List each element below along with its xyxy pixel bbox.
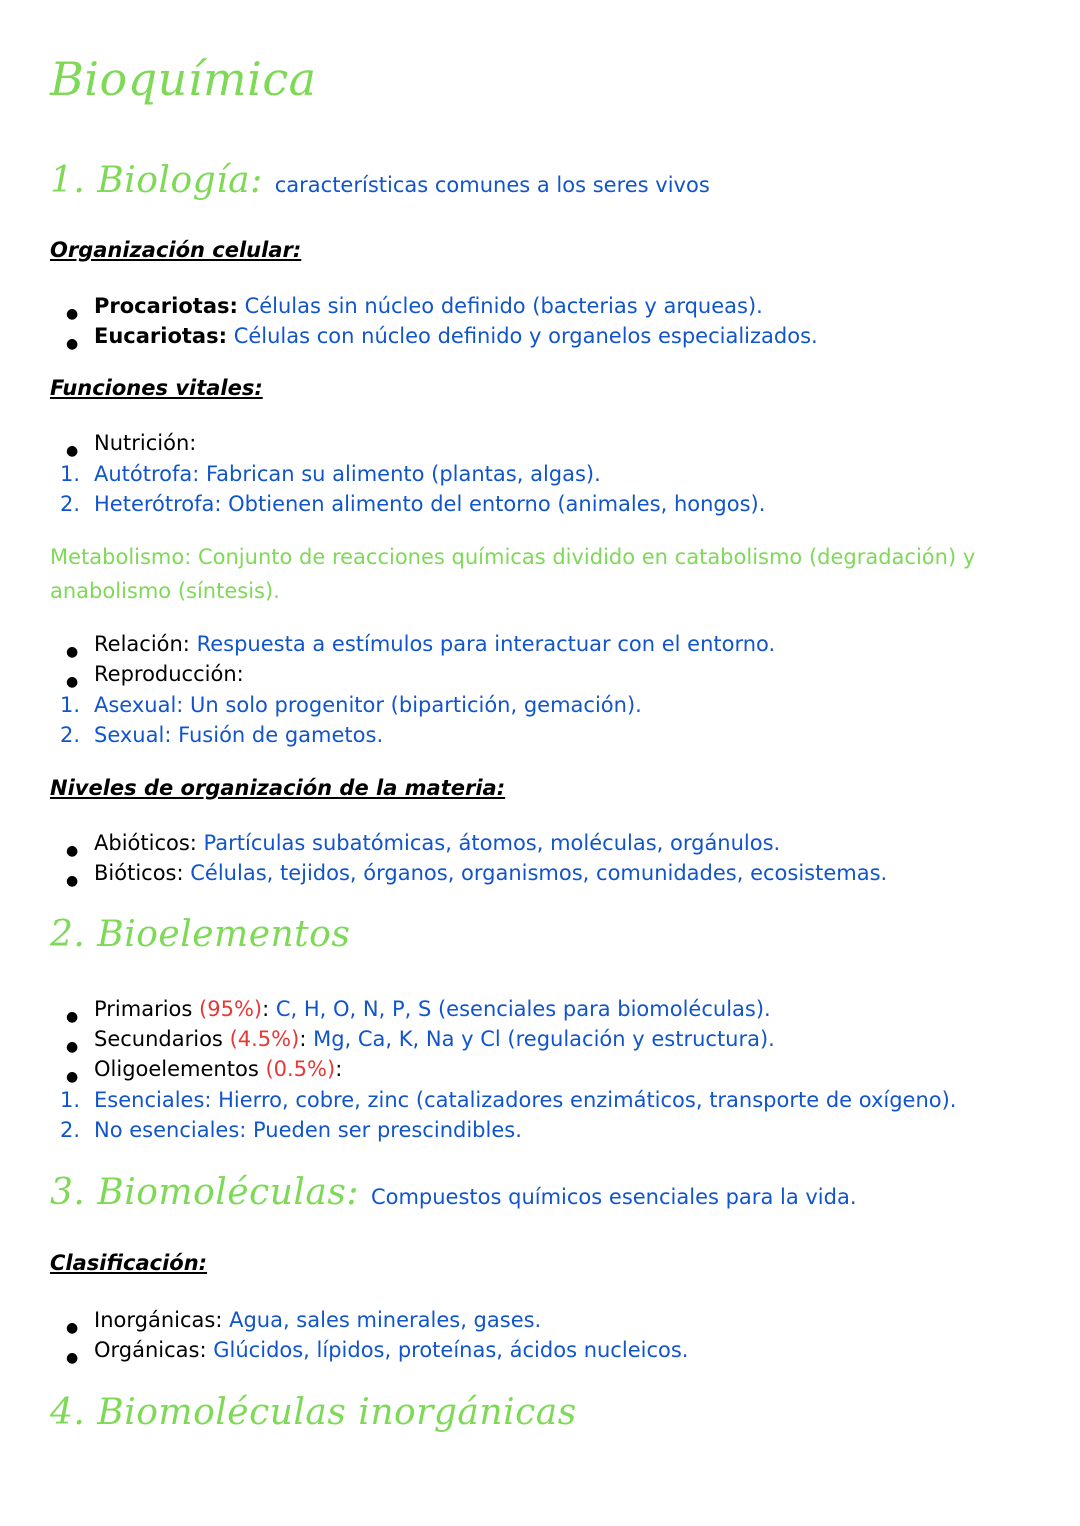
relacion-label: Relación: xyxy=(94,632,190,656)
colon: : xyxy=(262,997,270,1021)
no-esenciales-text: No esenciales: Pueden ser prescindibles. xyxy=(94,1118,522,1142)
procariotas-text: Células sin núcleo definido (bacterias y arqueas). xyxy=(244,294,763,318)
clasificacion-heading: Clasificación: xyxy=(50,1251,208,1275)
primarios-percent: (95%) xyxy=(199,997,263,1021)
procariotas-label: Procariotas: xyxy=(94,294,238,318)
inorganicas-label: Inorgánicas: xyxy=(94,1308,223,1332)
list-item-autotrofa xyxy=(50,459,601,489)
heterotrofa-text: Heterótrofa: Obtienen alimento del entorno (animales, hongos). xyxy=(94,492,766,516)
funciones-vitales-heading: Funciones vitales: xyxy=(50,376,263,400)
list-number: 1. xyxy=(60,693,81,717)
eucariotas-label: Eucariotas: xyxy=(94,324,228,348)
secundarios-text: Mg, Ca, K, Na y Cl (regulación y estructura). xyxy=(313,1027,775,1051)
oligo-percent: (0.5%) xyxy=(265,1057,336,1081)
list-number: 1. xyxy=(60,1088,81,1112)
sexual-text: Sexual: Fusión de gametos. xyxy=(94,723,384,747)
section-3-subtitle: Compuestos químicos esenciales para la vida. xyxy=(370,1185,857,1209)
section-1-heading: 1. Biología: xyxy=(50,160,263,201)
nutricion-label: Nutrición: xyxy=(94,431,197,455)
primarios-text: C, H, O, N, P, S (esenciales para biomoléculas). xyxy=(275,997,771,1021)
section-3-heading-line xyxy=(50,1172,857,1213)
asexual-text: Asexual: Un solo progenitor (bipartición, gemación). xyxy=(94,693,642,717)
metabolismo-paragraph: Metabolismo: Conjunto de reacciones químicas dividido en catabolismo (degradación) y anabolismo (síntesis). xyxy=(50,545,976,603)
list-item-reproduccion xyxy=(50,659,244,689)
organicas-label: Orgánicas: xyxy=(94,1338,207,1362)
primarios-label: Primarios xyxy=(94,997,193,1021)
list-item-abioticos xyxy=(50,828,780,858)
list-item-eucariotas xyxy=(50,321,818,351)
list-number: 2. xyxy=(60,723,81,747)
list-number: 2. xyxy=(60,1118,81,1142)
autotrofa-text: Autótrofa: Fabrican su alimento (plantas, algas). xyxy=(94,462,601,486)
list-item-organicas xyxy=(50,1335,688,1365)
bioticos-label: Bióticos: xyxy=(94,861,184,885)
list-item-nutricion xyxy=(50,428,196,458)
list-item-heterotrofa xyxy=(50,489,765,519)
esenciales-text: Esenciales: Hierro, cobre, zinc (catalizadores enzimáticos, transporte de oxígeno). xyxy=(94,1088,957,1112)
abioticos-text: Partículas subatómicas, átomos, moléculas, orgánulos. xyxy=(203,831,781,855)
list-number: 1. xyxy=(60,462,81,486)
section-2-heading: 2. Bioelementos xyxy=(50,914,351,955)
list-item-relacion xyxy=(50,629,775,659)
niveles-heading: Niveles de organización de la materia: xyxy=(50,776,506,800)
list-item-esenciales xyxy=(50,1085,957,1115)
list-item-bioticos xyxy=(50,858,887,888)
list-item-sexual xyxy=(50,720,383,750)
section-1-subtitle: características comunes a los seres vivos xyxy=(274,173,710,197)
colon: : xyxy=(335,1057,343,1081)
section-3-heading: 3. Biomoléculas: xyxy=(50,1172,359,1213)
list-number: 2. xyxy=(60,492,81,516)
organizacion-celular-heading: Organización celular: xyxy=(50,238,302,262)
section-1-heading-line xyxy=(50,160,710,201)
list-item-inorganicas xyxy=(50,1305,541,1335)
list-item-procariotas xyxy=(50,291,763,321)
section-4-heading: 4. Biomoléculas inorgánicas xyxy=(50,1392,577,1433)
bioticos-text: Células, tejidos, órganos, organismos, comunidades, ecosistemas. xyxy=(190,861,888,885)
inorganicas-text: Agua, sales minerales, gases. xyxy=(229,1308,542,1332)
list-item-no-esenciales xyxy=(50,1115,522,1145)
abioticos-label: Abióticos: xyxy=(94,831,197,855)
relacion-text: Respuesta a estímulos para interactuar con el entorno. xyxy=(196,632,776,656)
oligo-label: Oligoelementos xyxy=(94,1057,259,1081)
colon: : xyxy=(299,1027,307,1051)
list-item-primarios xyxy=(50,994,771,1024)
list-item-oligoelementos xyxy=(50,1054,342,1084)
secundarios-percent: (4.5%) xyxy=(229,1027,300,1051)
page-title: Bioquímica xyxy=(50,52,317,106)
secundarios-label: Secundarios xyxy=(94,1027,223,1051)
list-item-asexual xyxy=(50,690,642,720)
reproduccion-label: Reproducción: xyxy=(94,662,244,686)
organicas-text: Glúcidos, lípidos, proteínas, ácidos nucleicos. xyxy=(213,1338,689,1362)
eucariotas-text: Células con núcleo definido y organelos especializados. xyxy=(233,324,818,348)
list-item-secundarios xyxy=(50,1024,775,1054)
